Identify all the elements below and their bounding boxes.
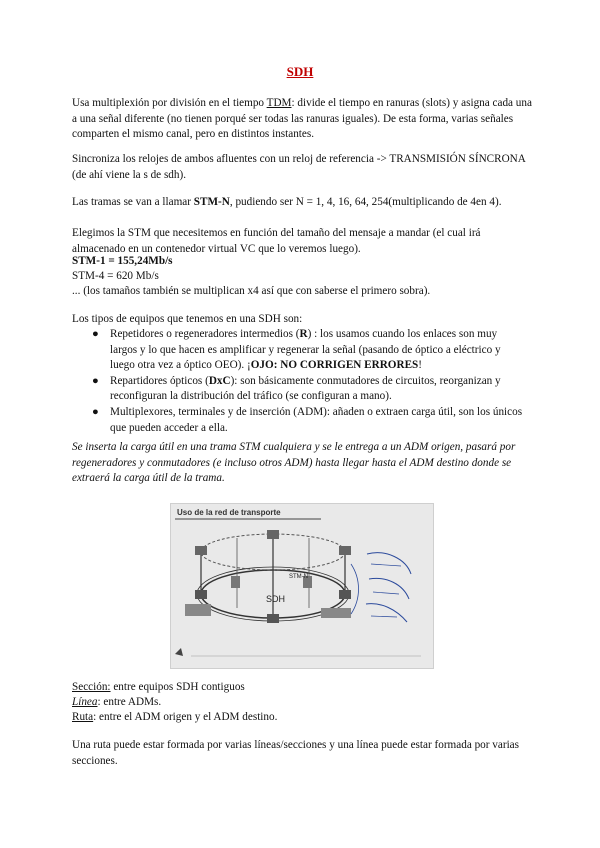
stm-note: ... (los tamaños también se multiplican x4 así que con saberse el primero sobra).	[72, 285, 431, 297]
text: Repetidores o regeneradores intermedios (	[110, 328, 300, 340]
sdh-ring-diagram	[171, 504, 433, 668]
term-r: R	[299, 328, 308, 340]
text: entre equipos SDH contiguos	[110, 681, 245, 693]
definition-ruta	[72, 710, 532, 726]
text: ) : los usamos cuando los enlaces son muy largos y lo que hacen es amplificar y regenerar la señal (pasando de óptico a eléctrico y luego otra vez a óptico OEO). ¡	[110, 328, 501, 372]
paragraph-sync: Sincroniza los relojes de ambos afluentes con un reloj de referencia -> TRANSMISIÓN SÍNCRONA (de ahí viene la s de sdh).	[72, 153, 526, 181]
label-sdh: SDH	[266, 594, 286, 604]
text: , pudiendo ser N = 1, 4, 16, 64, 254(multiplicando de 4en 4).	[229, 196, 502, 208]
bullet-icon: ●	[92, 405, 99, 418]
warning-text: OJO: NO CORRIGEN ERRORES	[250, 359, 419, 372]
term-tdm: TDM	[266, 97, 292, 109]
paragraph-stm	[72, 195, 532, 211]
list-item	[72, 405, 527, 436]
label-stm: STM-N	[289, 574, 308, 580]
equipment-list	[72, 327, 527, 436]
text: : entre ADMs.	[97, 696, 162, 708]
text: Multiplexores, terminales y de inserción (ADM): añaden o extraen carga útil, son los únicos que pueden acceder a ella.	[110, 405, 523, 434]
text: : divide el tiempo en ranuras (slots) y asigna cada una a una señal diferente (no tienen porqué ser todas las ranuras iguales). De esta forma, varias señales comparten el mismo canal, pero en distintos instantes.	[72, 97, 532, 141]
italic-paragraph: Se inserta la carga útil en una trama STM cualquiera y se le entrega a un ADM origen, pasará por regeneradores y conmutadores (e incluso otros ADM) hasta llegar hasta el ADM destino donde se extraerá la carga útil de la trama.	[72, 441, 516, 485]
term-ruta: Ruta	[72, 711, 94, 723]
list-item	[72, 327, 527, 374]
stm4-rate: STM-4 = 620 Mb/s	[72, 270, 159, 282]
term-seccion: Sección:	[72, 681, 111, 693]
paragraph-tdm	[72, 96, 532, 143]
text: Las tramas se van a llamar	[72, 196, 194, 208]
term-dxc: DxC	[208, 374, 231, 387]
text: Usa multiplexión por división en el tiempo	[72, 97, 267, 109]
paragraph-stm-choice: Elegimos la STM que necesitemos en función del tamaño del mensaje a mandar (el cual irá almacenado en un contenedor virtual VC que lo veremos luego).	[72, 227, 481, 255]
definition-seccion	[72, 680, 532, 696]
list-item	[72, 374, 527, 405]
bullet-icon: ●	[92, 374, 99, 387]
bullet-icon: ●	[92, 328, 99, 340]
text: Repartidores ópticos (	[110, 374, 209, 387]
text: : entre el ADM origen y el ADM destino.	[93, 711, 278, 723]
text: ): son básicamente conmutadores de circuitos, reorganizan y reconfiguran la distribución del tráfico (se configuran a mano).	[110, 374, 501, 403]
figure-title: Uso de la red de transporte	[177, 508, 281, 517]
text: !	[418, 359, 422, 372]
stm1-rate: STM-1 = 155,24Mb/s	[72, 255, 173, 267]
closing-paragraph: Una ruta puede estar formada por varias líneas/secciones y una línea puede estar formada por varias secciones.	[72, 739, 519, 767]
definition-linea	[72, 695, 532, 711]
term-linea: Línea	[72, 696, 98, 708]
network-figure	[170, 503, 434, 669]
page-title: SDH	[286, 64, 314, 79]
equipment-intro: Los tipos de equipos que tenemos en una SDH son:	[72, 313, 303, 325]
term-stm-n: STM-N	[193, 196, 230, 208]
